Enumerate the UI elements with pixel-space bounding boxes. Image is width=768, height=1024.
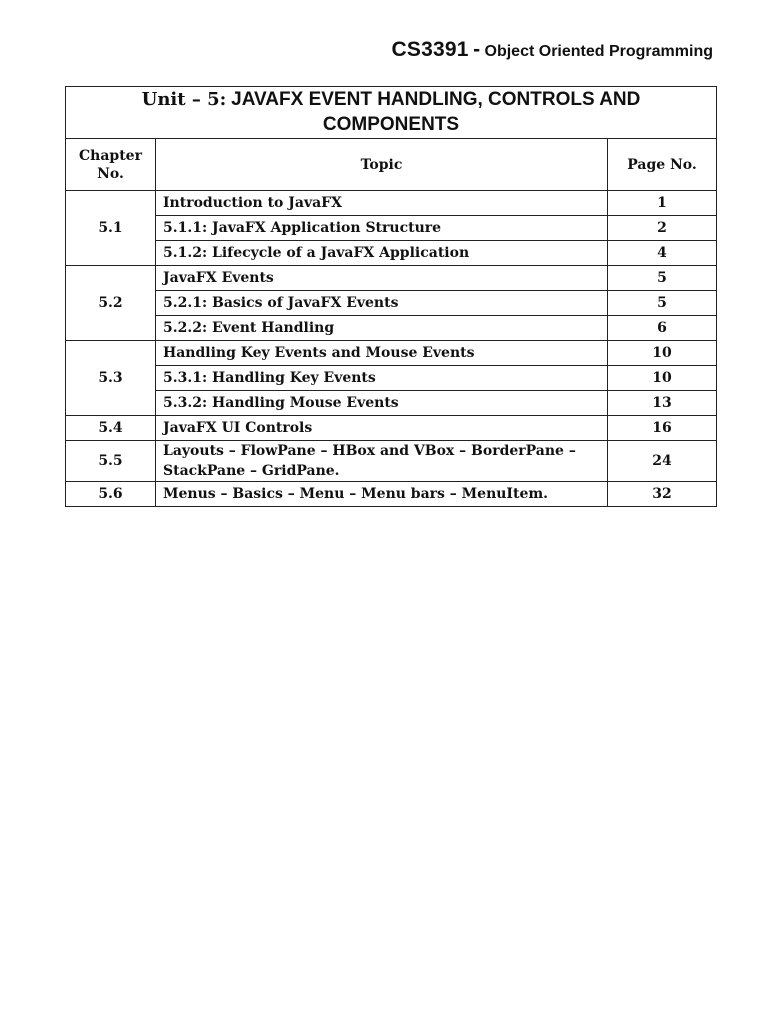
chapter-number: 5.1: [66, 191, 156, 266]
table-row: [66, 266, 717, 291]
topic-title: Layouts – FlowPane – HBox and VBox – BorderPane – StackPane – GridPane.: [156, 441, 608, 482]
page-header: [392, 38, 713, 62]
topic-title: JavaFX Events: [156, 266, 608, 291]
table-of-contents: [65, 86, 717, 507]
topic-title: 5.2.1: Basics of JavaFX Events: [156, 291, 608, 316]
topic-title: 5.3.1: Handling Key Events: [156, 366, 608, 391]
chapter-number: 5.6: [66, 482, 156, 507]
table-row: [66, 316, 717, 341]
column-header-page: Page No.: [608, 139, 717, 191]
page-number: 5: [608, 266, 717, 291]
chapter-number: 5.5: [66, 441, 156, 482]
column-header-topic: Topic: [156, 139, 608, 191]
chapter-number: 5.4: [66, 416, 156, 441]
column-header-chapter: Chapter No.: [66, 139, 156, 191]
page-number: 13: [608, 391, 717, 416]
table-row: [66, 191, 717, 216]
page-number: 10: [608, 366, 717, 391]
topic-title: JavaFX UI Controls: [156, 416, 608, 441]
table-row: [66, 291, 717, 316]
unit-title-text: JAVAFX EVENT HANDLING, CONTROLS AND COMPONENTS: [231, 88, 641, 135]
topic-title: 5.1.2: Lifecycle of a JavaFX Application: [156, 241, 608, 266]
page-number: 32: [608, 482, 717, 507]
page-number: 5: [608, 291, 717, 316]
page-number: 2: [608, 216, 717, 241]
course-name: Object Oriented Programming: [484, 43, 713, 60]
table-row: [66, 416, 717, 441]
page-number: 10: [608, 341, 717, 366]
topic-title: Handling Key Events and Mouse Events: [156, 341, 608, 366]
chapter-number: 5.2: [66, 266, 156, 341]
table-row: [66, 441, 717, 482]
table-row: [66, 391, 717, 416]
topic-title: Menus – Basics – Menu – Menu bars – MenuItem.: [156, 482, 608, 507]
page-number: 4: [608, 241, 717, 266]
topic-title: Introduction to JavaFX: [156, 191, 608, 216]
topic-title: 5.2.2: Event Handling: [156, 316, 608, 341]
table-row: [66, 482, 717, 507]
table-row: [66, 241, 717, 266]
table-row: [66, 341, 717, 366]
header-separator: -: [473, 38, 481, 61]
table-row: [66, 366, 717, 391]
course-code: CS3391: [391, 38, 469, 61]
page-number: 16: [608, 416, 717, 441]
topic-title: 5.3.2: Handling Mouse Events: [156, 391, 608, 416]
table-row: [66, 216, 717, 241]
table-header-row: [66, 139, 717, 191]
page-number: 1: [608, 191, 717, 216]
page-number: 6: [608, 316, 717, 341]
chapter-number: 5.3: [66, 341, 156, 416]
page-number: 24: [608, 441, 717, 482]
unit-title: [66, 87, 717, 139]
topic-title: 5.1.1: JavaFX Application Structure: [156, 216, 608, 241]
unit-prefix: Unit – 5:: [141, 88, 227, 110]
